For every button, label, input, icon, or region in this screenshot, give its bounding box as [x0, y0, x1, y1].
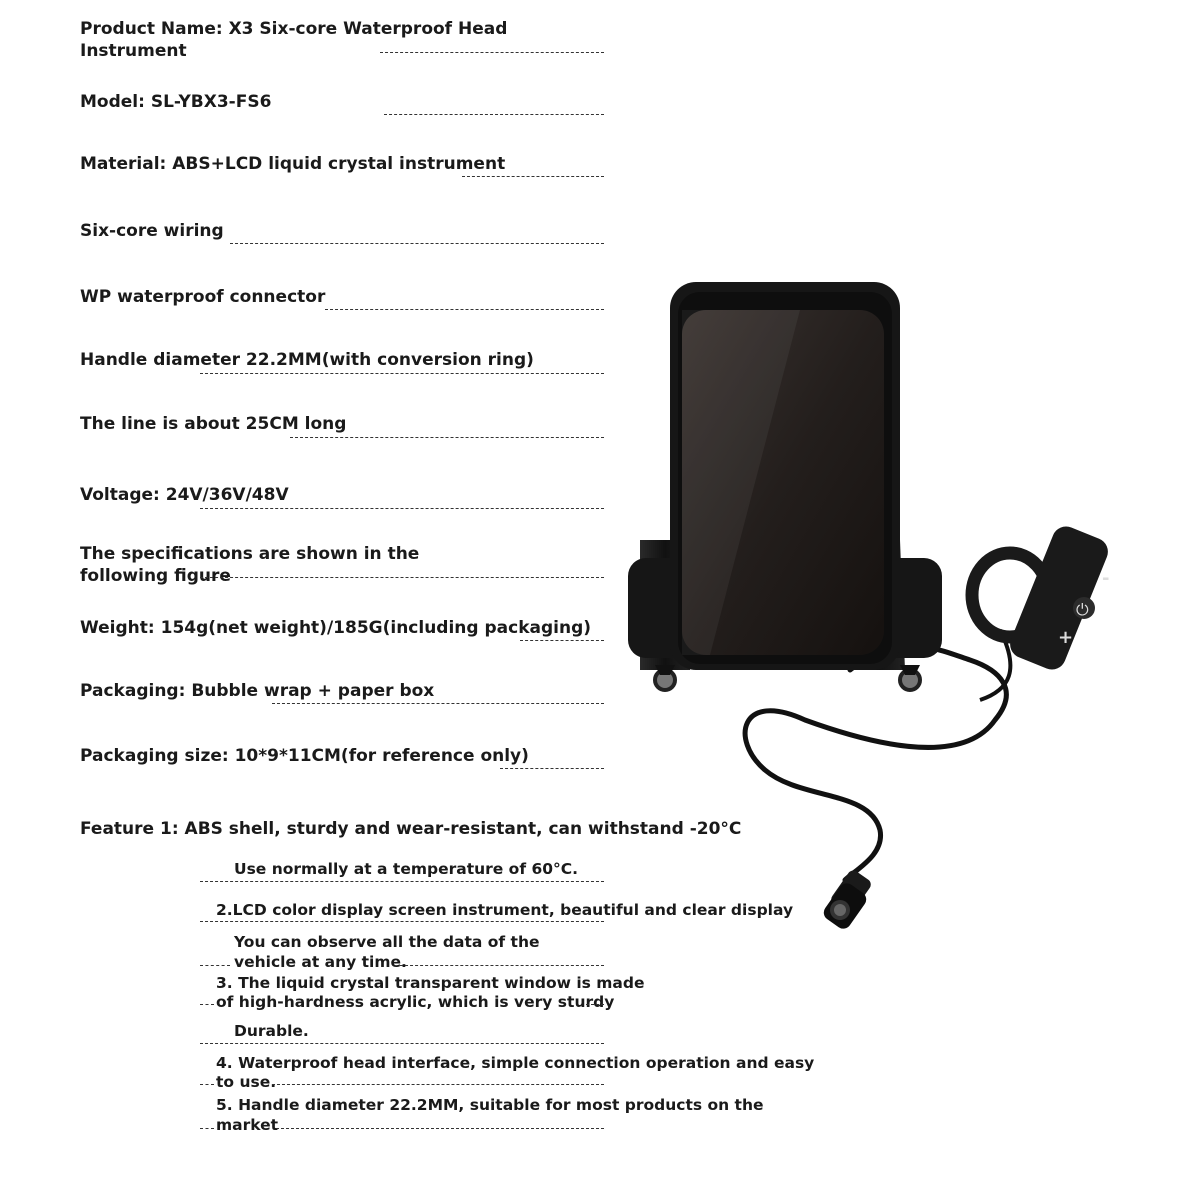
spec-wiring: Six-core wiring: [80, 221, 224, 241]
leader-line: [200, 1043, 604, 1044]
feature-4-line2: to use.: [216, 1073, 277, 1091]
leader-line: [500, 768, 604, 769]
leader-line: [272, 703, 604, 704]
spec-weight: Weight: 154g(net weight)/185G(including packaging): [80, 618, 592, 638]
leader-line: [520, 640, 604, 641]
feature-1-heading: Feature 1: ABS shell, sturdy and wear-resistant, can withstand -20°C: [80, 819, 742, 839]
plus-button[interactable]: +: [1058, 627, 1074, 648]
leader-line: [462, 176, 604, 177]
spec-packaging-size: Packaging size: 10*9*11CM(for reference only): [80, 746, 529, 766]
leader-line: [200, 577, 604, 578]
feature-5-line1: 5. Handle diameter 22.2MM, suitable for most products on the: [216, 1096, 764, 1114]
spec-note-line2: following figure: [80, 566, 231, 586]
spec-voltage: Voltage: 24V/36V/48V: [80, 485, 289, 505]
leader-line: [200, 921, 604, 922]
feature-2-line2: You can observe all the data of the: [234, 933, 540, 951]
leader-line: [200, 1084, 214, 1085]
waterproof-connector: [821, 868, 873, 932]
leader-line: [200, 965, 230, 966]
spec-model: Model: SL-YBX3-FS6: [80, 92, 272, 112]
button-pad: [1006, 522, 1112, 674]
minus-button[interactable]: -: [1102, 568, 1110, 589]
spec-product-name-line2: Instrument: [80, 41, 187, 61]
leader-line: [200, 881, 604, 882]
handlebar-controller: [972, 522, 1112, 674]
leader-line: [384, 114, 604, 115]
feature-1-line2: Use normally at a temperature of 60°C.: [234, 860, 579, 878]
leader-line: [380, 52, 604, 53]
leader-line: [276, 1128, 604, 1129]
leader-line: [230, 243, 604, 244]
spec-line-length: The line is about 25CM long: [80, 414, 347, 434]
feature-4-line1: 4. Waterproof head interface, simple connection operation and easy: [216, 1054, 815, 1072]
spec-product-name-line1: Product Name: X3 Six-core Waterproof Head: [80, 19, 508, 39]
spec-connector: WP waterproof connector: [80, 287, 326, 307]
feature-5-line2: market: [216, 1116, 279, 1134]
cable: [745, 646, 1006, 880]
feature-2-line1: 2.LCD color display screen instrument, beautiful and clear display: [216, 901, 794, 919]
leader-line: [325, 309, 604, 310]
spec-handle: Handle diameter 22.2MM(with conversion ring): [80, 350, 534, 370]
feature-3-line1: 3. The liquid crystal transparent window is made: [216, 974, 645, 992]
power-icon: ⏻: [1076, 600, 1089, 619]
lcd-instrument-illustration: [600, 270, 1130, 950]
leader-line: [200, 508, 604, 509]
feature-3-line3: Durable.: [234, 1022, 309, 1040]
feature-3-line2: of high-hardness acrylic, which is very sturdy: [216, 993, 615, 1011]
leader-line: [200, 1004, 214, 1005]
feature-2-line3: vehicle at any time.: [234, 953, 407, 971]
leader-line: [272, 1084, 604, 1085]
leader-line: [200, 1128, 214, 1129]
leader-line: [200, 373, 604, 374]
spec-material: Material: ABS+LCD liquid crystal instrument: [80, 154, 506, 174]
leader-line: [586, 1004, 604, 1005]
spec-note-line1: The specifications are shown in the: [80, 544, 420, 564]
leader-line: [400, 965, 604, 966]
leader-line: [290, 437, 604, 438]
spec-packaging: Packaging: Bubble wrap + paper box: [80, 681, 435, 701]
